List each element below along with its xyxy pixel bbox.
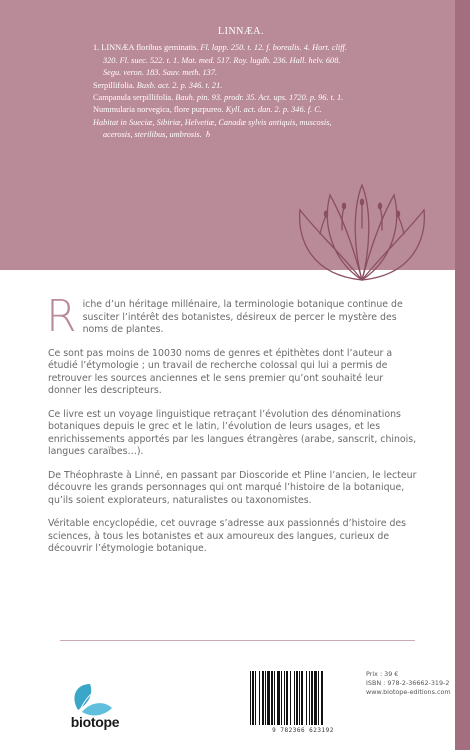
blurb-paragraph: Véritable encyclopédie, cet ouvrage s’adresse aux passionnés d’histoire des sciences, à tous les botanistes et aux amoureux des langues, curieux de découvrir l’étymologie botanique. (48, 518, 407, 554)
barcode-bar (255, 671, 256, 725)
latin-line-italic: Bauh. pin. 93. prodr. 35. Act. ups. 1720. p. 96. t. 1. (175, 93, 344, 103)
spine-strip (455, 0, 470, 750)
isbn-label: ISBN : 978-2-36662-319-2 (366, 679, 450, 687)
flower-illustration (292, 180, 432, 290)
barcode-bar (271, 671, 273, 725)
blurb-paragraph: Ce sont pas moins de 10030 noms de genres et épithètes dont l’auteur a étudié l’étymologie ; un travail de recherche colossal qui lui a permis de retrouver les sources anciennes et le sens premier qu’ont souhaité leur donner les descripteurs. (48, 347, 393, 396)
latin-line (93, 80, 355, 92)
latin-line-italic: Fl. lapp. 250. t. 12. f. borealis. 4. Hort. cliff. 320. Fl. suec. 522. t. 1. Mat. med. 517. Roy. lugdb. 236. Hall. helv. 608. Segu. veron. 183. Sauv. meth. 137. (103, 43, 347, 78)
barcode-bar (267, 671, 270, 725)
publication-info (366, 670, 451, 697)
barcode-bar (284, 671, 285, 725)
barcode-bar (306, 671, 307, 725)
back-cover-blurb (46, 291, 418, 567)
latin-heading: LINNÆA. (218, 26, 264, 37)
latin-quotation (93, 26, 355, 142)
barcode-bar (252, 671, 254, 725)
barcode-number: 9 782366 623192 (272, 727, 334, 734)
latin-line-plain: Nummularia norvegica, flore purpureo. (93, 105, 226, 115)
latin-line-italic: Buxb. act. 2. p. 346. t. 21. (136, 80, 223, 90)
publisher-name: biotope (70, 714, 120, 730)
latin-line (93, 92, 355, 104)
blurb-paragraph-text: iche d’un héritage millénaire, la terminologie botanique continue de susciter l’intérêt des botanistes, désireux de percer le mystère des noms de plantes. (82, 299, 403, 335)
barcode-bar (314, 671, 317, 725)
blurb-paragraph: De Théophraste à Linné, en passant par Dioscoride et Pline l’ancien, le lecteur découvre les grands personnages qui ont marqué l’histoire de la botanique, qu’ils soient explorateurs, naturalistes ou taxonomistes. (48, 469, 417, 506)
barcode-bar (274, 671, 275, 725)
latin-line-plain: Serpillifolia. (93, 80, 137, 90)
barcode-bar (262, 671, 264, 725)
barcode-bar (286, 671, 288, 725)
barcode-bar (321, 671, 323, 725)
latin-line (93, 42, 355, 79)
barcode-bar (309, 671, 310, 725)
blurb-paragraph (46, 291, 418, 342)
barcode-bar (265, 671, 266, 725)
barcode-bar (311, 671, 313, 725)
divider-line (60, 640, 415, 641)
latin-line-italic: Habitat in Sueciæ, Sibiriæ, Helvetiæ, Canadæ sylvis antiquis, muscosis, acerosis, sterilibus, umbrosis. ♄ (93, 117, 332, 140)
barcode-bar (318, 671, 319, 725)
barcode-bar (250, 671, 251, 725)
barcode-bar (301, 671, 303, 725)
price-label: Prix : 39 € (366, 670, 399, 678)
latin-line-plain: 1. LINNÆA floribus geminatis. (93, 43, 201, 53)
latin-line-plain: Campanula serpillifolia. (93, 93, 176, 103)
latin-line-italic: Kyll. act. dan. 2. p. 346. f. C. (225, 105, 322, 115)
website-label: www.biotope-editions.com (366, 688, 451, 696)
drop-cap: R (46, 291, 77, 342)
barcode-bar (296, 671, 298, 725)
barcode-bar (299, 671, 300, 725)
barcode-bar (290, 671, 291, 725)
latin-line (93, 104, 355, 116)
barcode-bar (294, 671, 295, 725)
barcode-bar (277, 671, 280, 725)
blurb-paragraph: Ce livre est un voyage linguistique retraçant l’évolution des dénominations botaniques depuis le grec et le latin, l’évolution de leurs usages, et les enrichissements apportés par les langues étrangères (arabe, sanscrit, chinois, langues caraïbes…). (48, 408, 417, 457)
latin-line (93, 117, 355, 142)
barcode-bar (259, 671, 260, 725)
barcode-bar (281, 671, 282, 725)
